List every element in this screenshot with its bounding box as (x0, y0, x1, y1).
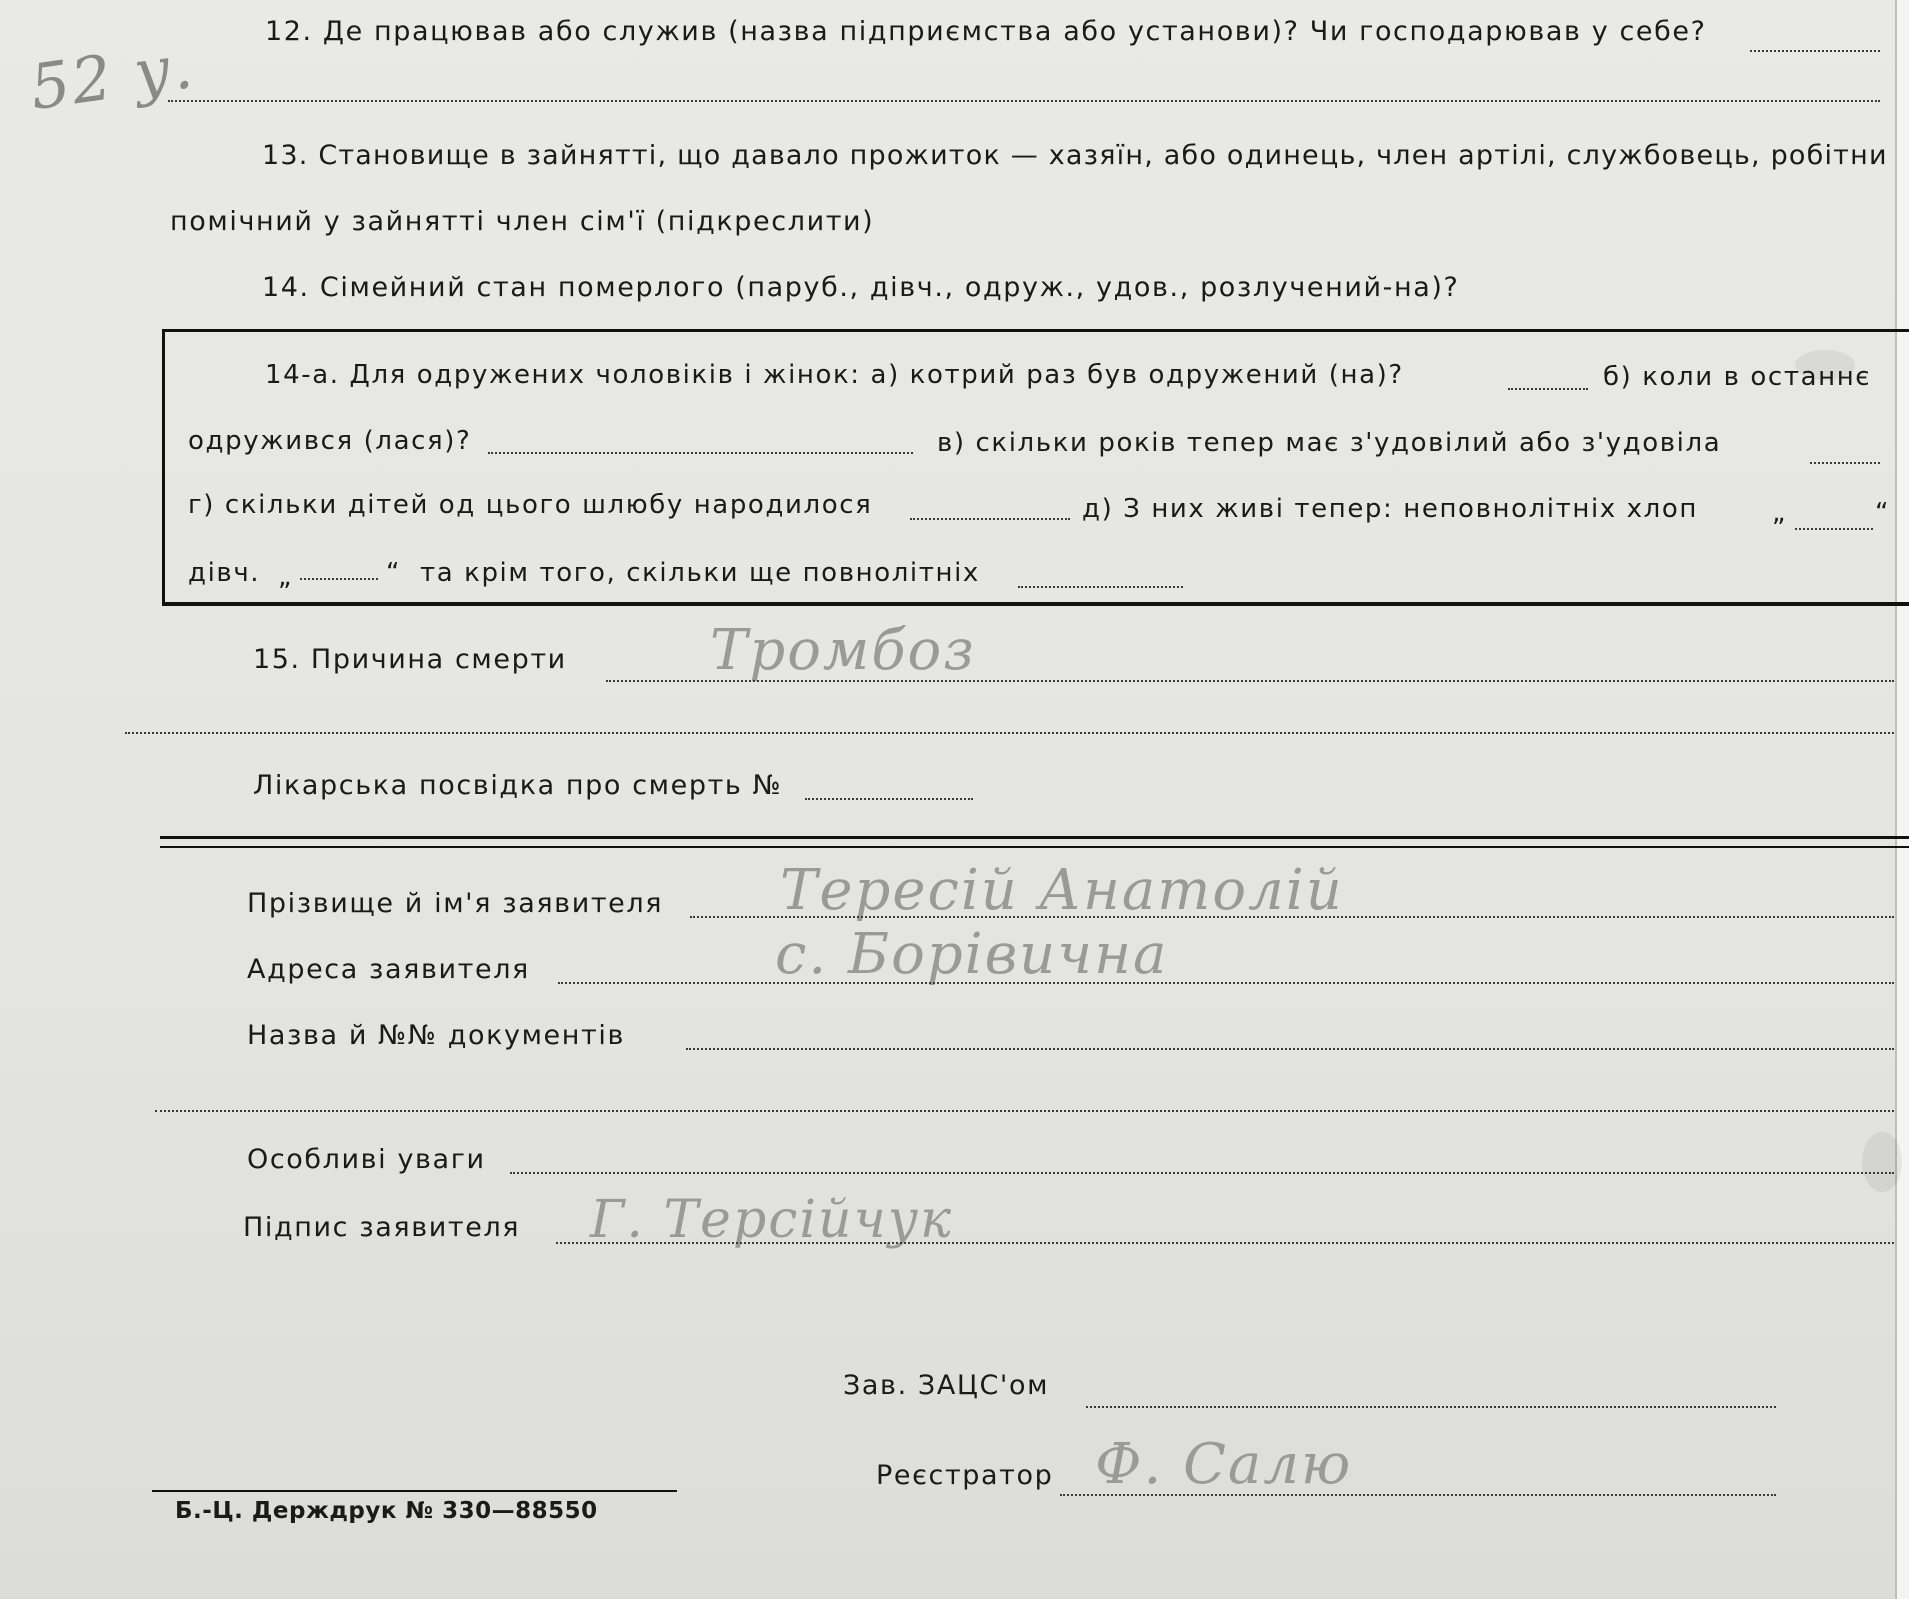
q15-cause-line-1[interactable] (606, 680, 1894, 682)
q15-cause-value: Тромбоз (710, 618, 976, 683)
q14a-line3-b: д) З них живі тепер: неповнолітніх хлоп (1082, 494, 1698, 524)
q14a-line2-b: в) скільки років тепер має з'удовілий або з'удовіла (937, 428, 1722, 458)
q14a-line2-a: одружився (лася)? (188, 426, 472, 456)
applicant-address-label: Адреса заявителя (247, 954, 530, 985)
applicant-name-label: Прізвище й ім'я заявителя (247, 888, 664, 919)
q14a-line3-quote-open: „ (1772, 498, 1788, 528)
q15-label: 15. Причина смерти (253, 644, 567, 675)
q14a-line3-quote-close: “ (1875, 498, 1891, 528)
q12-label: 12. Де працював або служив (назва підприємства або установи)? Чи господарював у себе? (265, 16, 1707, 47)
registrar-line[interactable] (1060, 1494, 1776, 1496)
applicant-notes-label: Особливі уваги (247, 1144, 486, 1175)
registrar-signature: Ф. Салю (1095, 1432, 1353, 1497)
q14a-widowed-years-field[interactable] (1810, 462, 1880, 464)
q12-line-2[interactable] (168, 100, 1880, 102)
applicant-signature-line[interactable] (556, 1242, 1894, 1244)
q13-label-line1: 13. Становище в зайнятті, що давало прожиток — хазяїн, або одинець, член артілі, службовець, робітни (262, 140, 1888, 171)
applicant-name-line[interactable] (690, 916, 1894, 918)
margin-note: 52 у. (25, 28, 199, 125)
q14a-last-married-field[interactable] (488, 452, 913, 454)
head-zags-label: Зав. ЗАЦС'ом (843, 1370, 1050, 1401)
section-divider-bottom (160, 846, 1909, 848)
applicant-docs-label: Назва й №№ документів (247, 1020, 625, 1051)
applicant-address-value: с. Борівична (775, 922, 1169, 987)
q14a-line4-quote-close: “ (386, 558, 402, 588)
head-zags-line[interactable] (1086, 1406, 1776, 1408)
footer-printer: Б.-Ц. Держдрук № 330—88550 (175, 1498, 598, 1524)
q15-cause-line-2[interactable] (125, 732, 1894, 734)
applicant-signature-value: Г. Терсійчук (590, 1190, 954, 1250)
q14a-line1-a: 14-а. Для одружених чоловіків і жінок: а) котрий раз був одружений (на)? (265, 360, 1404, 390)
q14a-minor-girls-field[interactable] (300, 578, 378, 580)
stain (1862, 1132, 1902, 1192)
q12-line-1[interactable] (1750, 50, 1880, 52)
applicant-docs-line-2[interactable] (155, 1110, 1894, 1112)
q14a-line4-quote-open: „ (278, 562, 294, 592)
q14a-times-married-field[interactable] (1508, 388, 1588, 390)
footer-rule (152, 1490, 677, 1492)
applicant-address-line[interactable] (558, 982, 1894, 984)
applicant-name-value: Тересій Анатолій (780, 858, 1344, 923)
q14a-line3-a: г) скільки дітей од цього шлюбу народилося (188, 490, 873, 520)
medical-cert-number-field[interactable] (805, 798, 973, 800)
section-divider-top (160, 836, 1909, 839)
q14a-children-born-field[interactable] (910, 518, 1070, 520)
q14a-line4-b: та крім того, скільки ще повнолітніх (420, 558, 980, 588)
registrar-label: Реєстратор (876, 1460, 1054, 1491)
q14a-line4-a: дівч. (188, 558, 261, 588)
q14-label: 14. Сімейний стан померлого (паруб., дівч., одруж., удов., розлучений-на)? (262, 272, 1460, 303)
q13-label-line2: помічний у зайнятті член сім'ї (підкреслити) (170, 206, 875, 237)
paper-edge (1895, 0, 1909, 1599)
q14a-minor-boys-field[interactable] (1795, 528, 1873, 530)
medical-cert-label: Лікарська посвідка про смерть № (253, 770, 783, 801)
applicant-signature-label: Підпис заявителя (243, 1212, 521, 1243)
applicant-notes-line[interactable] (510, 1172, 1894, 1174)
q14a-line1-b: б) коли в останнє (1603, 362, 1872, 392)
stain (1795, 350, 1855, 380)
applicant-docs-line-1[interactable] (686, 1048, 1894, 1050)
q14a-adults-field[interactable] (1018, 586, 1183, 588)
